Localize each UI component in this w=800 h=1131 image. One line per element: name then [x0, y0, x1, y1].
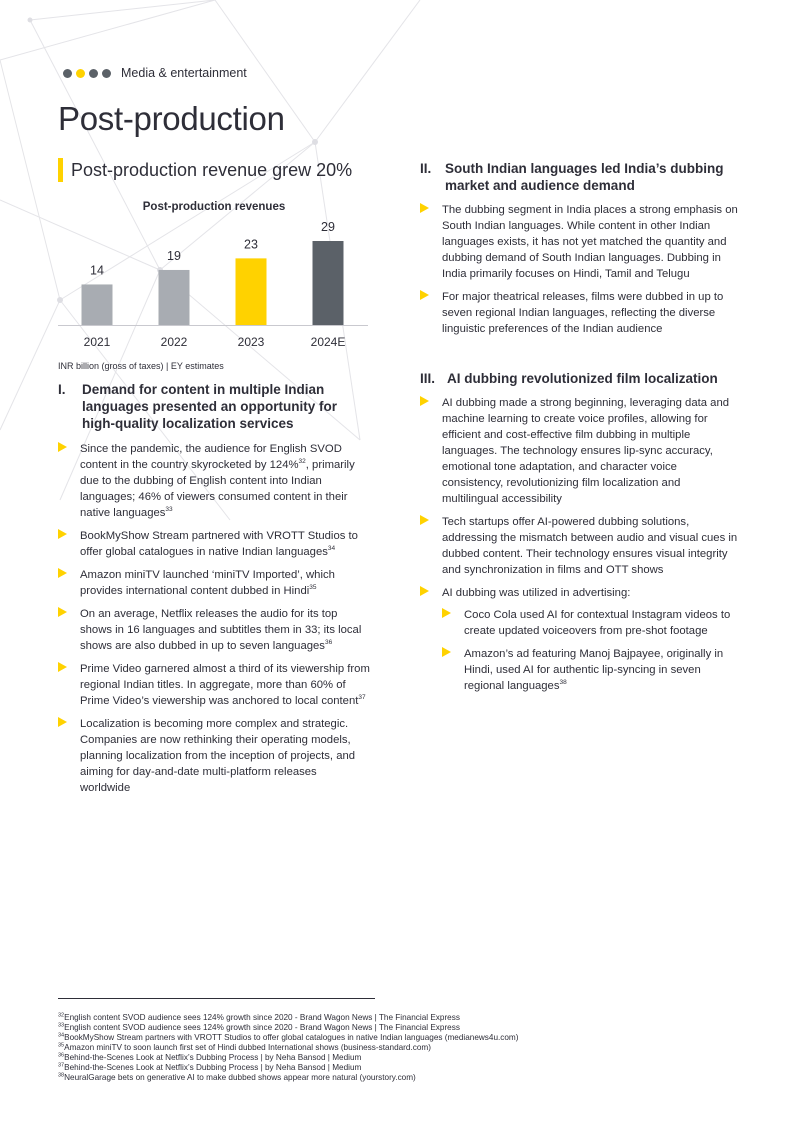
- list-item-text: Prime Video garnered almost a third of its viewership from regional Indian titles. In aggregate, more than 60% of Prime Video’s viewership was anchored to local content: [80, 663, 370, 707]
- section-2-title: South Indian languages led India’s dubbing market and audience demand: [445, 161, 724, 193]
- section-1-list: [58, 441, 370, 803]
- section-1-heading: [58, 381, 358, 432]
- dot-icon: [76, 69, 85, 78]
- section-2-heading: [420, 160, 740, 194]
- section-3-heading: [420, 370, 740, 387]
- list-item: [58, 661, 370, 709]
- footnote-ref: 35: [309, 584, 317, 592]
- section-1-number: I.: [58, 382, 66, 397]
- revenue-chart: [58, 198, 370, 358]
- highlight-heading-text: Post-production revenue grew 20%: [71, 159, 353, 180]
- footnote-text: Behind-the-Scenes Look at Netflix’s Dubbing Process | by Neha Bansod | Medium: [64, 1053, 362, 1062]
- footnote-text: English content SVOD audience sees 124% growth since 2020 - Brand Wagon News | The Financial Express: [64, 1013, 460, 1022]
- footnote-ref: 33: [165, 506, 173, 514]
- chart-tick-label: 2022: [160, 335, 188, 349]
- list-item: [420, 514, 738, 578]
- list-item: [58, 716, 370, 796]
- list-item-text: Tech startups offer AI-powered dubbing solutions, addressing the mismatch between audio and visual cues in dubbed content. Their technology ensures visual integrity and synchronization in films and OTT shows: [442, 516, 738, 576]
- list-item-text: Coco Cola used AI for contextual Instagram videos to create updated voiceovers from pre-shot footage: [464, 609, 731, 637]
- section-label: Media & entertainment: [121, 66, 247, 80]
- revenue-chart-svg: [58, 198, 370, 358]
- footnote: [58, 1043, 518, 1053]
- section-2-number: II.: [420, 161, 432, 176]
- section-dots-icon: [63, 69, 111, 78]
- footnote-ref: 37: [358, 694, 366, 702]
- bullet-arrow-icon: [58, 717, 67, 727]
- footnote-number: 34: [58, 1032, 65, 1039]
- footnote-ref: 38: [559, 679, 567, 687]
- list-item: [58, 441, 370, 521]
- list-item: [420, 289, 738, 337]
- footnote-number: 38: [58, 1072, 65, 1079]
- list-item: [58, 528, 370, 560]
- section-3-list: [420, 395, 738, 701]
- footnotes: [58, 1013, 518, 1083]
- footnote: [58, 1033, 518, 1043]
- section-1-title: Demand for content in multiple Indian languages presented an opportunity for high-quality localization services: [82, 382, 338, 431]
- list-item-text: BookMyShow Stream partnered with VROTT Studios to offer global catalogues in native Indian languages: [80, 530, 358, 558]
- list-item-text: For major theatrical releases, films were dubbed in up to seven regional Indian languages, reflecting the diverse linguistic preferences of the Indian audience: [442, 291, 724, 335]
- bullet-arrow-icon: [420, 586, 429, 596]
- footnote: [58, 1063, 518, 1073]
- chart-title: Post-production revenues: [142, 201, 286, 213]
- footnote-ref: 36: [324, 639, 333, 647]
- list-item: [58, 567, 370, 599]
- section-2-list: [420, 202, 738, 344]
- list-item-text: AI dubbing was utilized in advertising:: [442, 587, 631, 599]
- chart-data-label: 14: [90, 263, 104, 278]
- list-item-text: Localization is becoming more complex and strategic. Companies are now rethinking their operating models, planning localization from the inception of projects, and aiming for day-and-date multi-platform releases worldwide: [80, 718, 356, 794]
- bullet-arrow-icon: [420, 203, 429, 213]
- footnote-text: English content SVOD audience sees 124% growth since 2020 - Brand Wagon News | The Financial Express: [64, 1023, 460, 1032]
- bullet-arrow-icon: [420, 515, 429, 525]
- bullet-arrow-icon: [58, 568, 67, 578]
- list-item: [420, 395, 738, 507]
- chart-tick-label: 2021: [83, 335, 111, 349]
- section-3-number: III.: [420, 371, 436, 386]
- list-item-text: Since the pandemic, the audience for English SVOD content in the country skyrocketed by 124%: [80, 443, 342, 471]
- footnote-ref: 32: [298, 458, 306, 466]
- footnote-number: 36: [58, 1052, 65, 1059]
- bullet-arrow-icon: [58, 529, 67, 539]
- bullet-arrow-icon: [442, 608, 451, 618]
- footnote-number: 35: [58, 1042, 65, 1049]
- bullet-arrow-icon: [58, 607, 67, 617]
- page-title: Post-production: [58, 100, 285, 137]
- dot-icon: [89, 69, 98, 78]
- chart-bar: [82, 284, 113, 325]
- bullet-arrow-icon: [420, 290, 429, 300]
- chart-data-label: 19: [167, 248, 181, 263]
- highlight-heading: [58, 158, 352, 182]
- list-item-text: The dubbing segment in India places a strong emphasis on South Indian languages. While content in other Indian languages exists, it has not yet matched the quantity and dubbing demand of South Indian languages. Dubbing in India primarily focuses on Hindi, Tamil and Telugu: [442, 204, 738, 280]
- chart-tick-label: 2023: [237, 335, 265, 349]
- bullet-arrow-icon: [442, 647, 451, 657]
- section-3-title: AI dubbing revolutionized film localization: [447, 371, 718, 386]
- footnote-number: 33: [58, 1022, 65, 1029]
- footnote-number: 37: [58, 1062, 65, 1069]
- footnote-text: NeuralGarage bets on generative AI to make dubbed shows appear more natural (yourstory.com): [64, 1073, 416, 1082]
- footnote-number: 32: [58, 1012, 65, 1019]
- page-header: [63, 66, 247, 80]
- list-item: [58, 606, 370, 654]
- footnote: [58, 1023, 518, 1033]
- footnote-text: Behind-the-Scenes Look at Netflix’s Dubbing Process | by Neha Bansod | Medium: [64, 1063, 362, 1072]
- sub-list-item: [442, 646, 738, 694]
- list-item-text: On an average, Netflix releases the audio for its top shows in 16 languages and subtitles them in 33; its local shows are also dubbed in up to seven languages: [80, 608, 362, 652]
- chart-data-label: 29: [321, 220, 335, 234]
- chart-bar: [313, 241, 344, 325]
- yellow-bar-icon: [58, 158, 63, 182]
- dot-icon: [102, 69, 111, 78]
- footnote: [58, 1053, 518, 1063]
- sub-list-item: [442, 607, 738, 639]
- bullet-arrow-icon: [58, 442, 67, 452]
- footnote-text: BookMyShow Stream partners with VROTT Studios to offer global catalogues in native Indian languages (medianews4u.com): [64, 1033, 519, 1042]
- advertising-sublist: [442, 607, 738, 694]
- bullet-arrow-icon: [420, 396, 429, 406]
- dot-icon: [63, 69, 72, 78]
- list-item-text: Amazon’s ad featuring Manoj Bajpayee, originally in Hindi, used AI for authentic lip-syncing in seven regional languages: [464, 648, 724, 692]
- chart-bar: [236, 258, 267, 325]
- chart-tick-label: 2024E: [310, 335, 346, 349]
- footnote-text: Amazon miniTV to soon launch first set of Hindi dubbed International shows (business-standard.com): [64, 1043, 431, 1052]
- footnote: [58, 1013, 518, 1023]
- footnote-divider: [58, 998, 375, 999]
- list-item: [420, 585, 738, 694]
- list-item-text: , primarily due to the dubbing of English content into Indian languages; 46% of viewers consumed content in their native languages: [80, 459, 355, 519]
- chart-data-label: 23: [244, 237, 258, 252]
- list-item: [420, 202, 738, 282]
- bullet-arrow-icon: [58, 662, 67, 672]
- chart-source-note: INR billion (gross of taxes) | EY estimates: [58, 361, 224, 371]
- footnote: [58, 1073, 518, 1083]
- chart-bar: [159, 270, 190, 325]
- list-item-text: AI dubbing made a strong beginning, leveraging data and machine learning to create voice profiles, allowing for efficient and cost-effective film dubbing in multiple languages. The technology ensures lip-sync accuracy, emotional tone adaptation, and character voice consistency, revolutionizing film localization and multilingual accessibility: [442, 397, 730, 505]
- list-item-text: Amazon miniTV launched ‘miniTV Imported’, which provides international content dubbed in Hindi: [80, 569, 335, 597]
- footnote-ref: 34: [327, 545, 336, 553]
